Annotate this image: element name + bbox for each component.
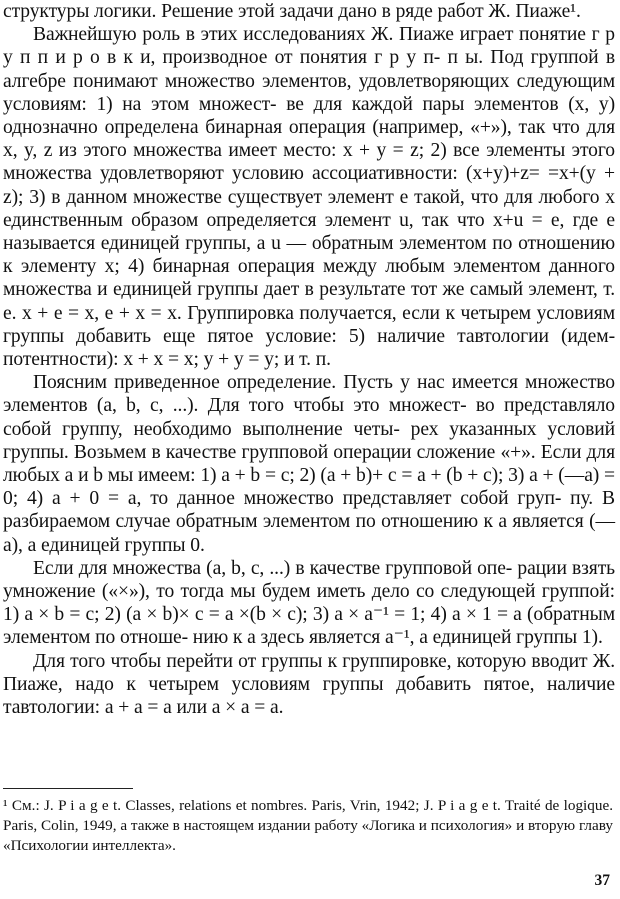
paragraph-multiplication-example: Если для множества (a, b, c, ...) в качестве групповой опе- рации взять умножение («×»), то тогда мы будем иметь дело со следующей группой: 1) a × b = c; 2) (a × b)× c = a ×(b × c); 3) a × a⁻¹ = 1; 4) a × 1 = a (обратным элементом по отноше- нию к a здесь является a⁻¹, а единицей группы 1).	[3, 557, 615, 649]
footnote-divider	[3, 788, 133, 789]
paragraph-group-definition: Важнейшую роль в этих исследованиях Ж. Пиаже играет понятие г р у п п и р о в к и, производное от понятия г р у п- п ы. Под группой в алгебре понимают множество элементов, удовлетворяющих следующим условиям: 1) на этом множест- ве для каждой пары элементов (x, y) однозначно определена бинарная операция (например, «+»), так что для x, y, z из этого множества имеет место: x + y = z; 2) все элементы этого множества удовлетворяют условию ассоциативности: (x+y)+z= =x+(y + z); 3) в данном множестве существует элемент e такой, что для любого x единственным образом определяется элемент u, так что x+u = e, где e называется единицей группы, а u — обратным элементом по отношению к элементу x; 4) бинарная операция между любым элементом данного множества и единицей группы дает в результате тот же самый элемент, т. е. x + e = x, e + x = x. Группировка получается, если к четырем условиям группы добавить еще пятое условие: 5) наличие тавтологии (идем- потентности): x + x = x; y + y = y; и т. п.	[3, 24, 615, 371]
footnotes	[3, 796, 613, 856]
paragraph-addition-example: Поясним приведенное определение. Пусть у нас имеется множество элементов (a, b, c, ...). Для того чтобы это множест- во представляло собой группу, необходимо выполнение четы- рех указанных условий группы. Возьмем в качестве групповой операции сложение «+». Если для любых a и b мы имеем: 1) a + b = c; 2) (a + b)+ c = a + (b + c); 3) a + (—a) = 0; 4) a + 0 = a, то данное множество представляет собой груп- пу. В разбираемом случае обратным элементом по отношению к a является (—a), а единицей группы 0.	[3, 372, 615, 556]
book-page	[3, 0, 615, 719]
paragraph-continuation: структуры логики. Решение этой задачи дано в ряде работ Ж. Пиаже¹.	[3, 1, 581, 22]
main-text	[3, 0, 615, 719]
footnote-1: ¹ См.: J. P i a g e t. Classes, relations et nombres. Paris, Vrin, 1942; J. P i a g e t. Traité de logique. Paris, Colin, 1949, а также в настоящем издании работу «Логика и психология» и вторую главу «Психологии интеллекта».	[3, 797, 613, 854]
page-number: 37	[594, 872, 610, 889]
paragraph-grouping: Для того чтобы перейти от группы к группировке, которую вводит Ж. Пиаже, надо к четырем условиям группы добавить пятое, наличие тавтологии: a + a = a или a × a = a.	[3, 650, 615, 719]
